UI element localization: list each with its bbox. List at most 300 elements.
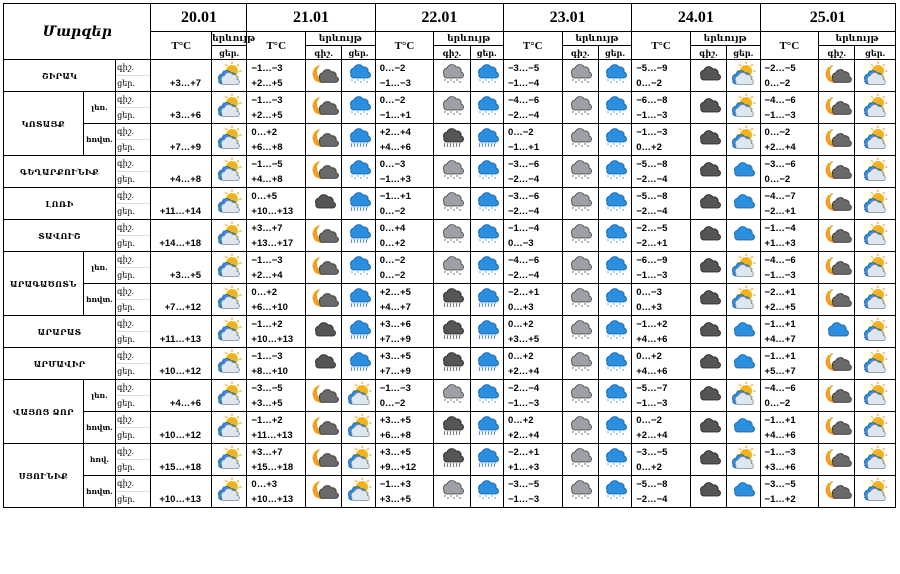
date-header: 24.01 [632,4,760,32]
dark-cloud-icon [697,351,721,373]
weather-icon-cell [855,156,896,188]
temp-day: +10…+13 [251,205,294,217]
temp-day: +10…+13 [159,493,202,505]
weather-icon-cell [855,380,896,412]
day-label: ցեր. [117,207,135,216]
weather-icon-cell [562,156,598,188]
weather-icon-cell [598,124,631,156]
sun-cloud-icon [863,255,887,277]
weather-icon-cell [727,220,760,252]
temp-day: +13…+17 [251,237,294,249]
temperature-range [375,92,434,124]
temperature-range [375,252,434,284]
region-name: ԱՐԱՐԱՏ [4,316,116,348]
temperature-range [503,124,562,156]
date-header: 20.01 [151,4,247,32]
sun-cloud-icon [217,63,241,85]
cloud-snow-icon [475,479,499,501]
temp-night: +3…+7 [251,222,283,234]
weather-icon-cell [598,188,631,220]
dark-cloud-icon [697,287,721,309]
temp-day: −2…+1 [636,237,668,249]
temperature-range [247,60,306,92]
weather-icon-cell [690,124,726,156]
temp-day: +5…+7 [764,365,796,377]
weather-icon-cell [212,124,247,156]
temp-night: 0…+2 [251,126,278,138]
time-of-day-labels [116,284,151,316]
temp-night [151,445,211,460]
temperature-range [247,252,306,284]
weather-icon-cell [470,444,503,476]
moon-cloud-icon [312,127,336,149]
temp-night: 0…−2 [379,254,406,266]
temperature-range [760,412,819,444]
sun-cloud-icon [863,319,887,341]
weather-icon-cell [562,316,598,348]
temp-day: −1…−3 [379,77,411,89]
dark-snow-icon [568,383,592,405]
temp-night [151,221,211,236]
temperature-range [247,92,306,124]
dark-snow-icon [568,63,592,85]
cloud-rain-icon [347,191,371,213]
zone-label: հովտ. [83,476,115,508]
temperature-range [632,412,691,444]
weather-icon-cell [855,476,896,508]
weather-icon-cell [470,476,503,508]
night-label: գիշ. [116,124,150,140]
temp-night: −1…+1 [764,318,796,330]
temperature-range [375,60,434,92]
weather-icon-cell [690,348,726,380]
weather-icon-cell [598,60,631,92]
weather-icon-cell [470,92,503,124]
weather-icon-cell [434,316,470,348]
cloud-snow-icon [603,479,627,501]
weather-icon-cell [434,188,470,220]
dark-rain-icon [440,319,464,341]
temperature-range [247,412,306,444]
weather-icon-cell [855,316,896,348]
temp-day: +2…+5 [251,77,283,89]
weather-icon-cell [819,92,855,124]
dark-snow-icon [568,159,592,181]
temp-night: 0…+5 [251,190,278,202]
zone-label: լեռ. [83,92,115,124]
cloud-rain-icon [347,287,371,309]
cloud-rain-icon [475,447,499,469]
sun-cloud-icon [217,127,241,149]
temperature-range [760,188,819,220]
temp-night: 0…+2 [507,318,534,330]
cloud-snow-icon [603,191,627,213]
weather-icon-cell [819,60,855,92]
temp-day: +4…+7 [379,301,411,313]
weather-icon-cell [727,380,760,412]
table-row [4,220,896,252]
weather-icon-cell [727,156,760,188]
temp-day: 0…−2 [764,397,791,409]
temperature-range [151,188,212,220]
weather-icon-cell [819,412,855,444]
sun-cloud-icon [731,447,755,469]
weather-icon-cell [342,188,375,220]
temperature-range [375,444,434,476]
temp-night: +2…+4 [379,126,411,138]
temp-night: −1…−3 [636,126,668,138]
table-row [4,60,896,92]
weather-icon-cell [562,188,598,220]
temperature-range [503,252,562,284]
moon-cloud-icon [312,159,336,181]
temp-night: −3…−5 [507,478,540,490]
cloud-snow-icon [603,159,627,181]
cloud-snow-icon [603,383,627,405]
weather-icon-cell [342,348,375,380]
temp-night: 0…−2 [636,414,662,426]
temperature-range [151,412,212,444]
date-header: 25.01 [760,4,895,32]
temperature-range [151,124,212,156]
weather-icon-cell [212,92,247,124]
sun-cloud-icon [347,415,371,437]
weather-icon-cell [690,60,726,92]
weather-icon-cell [562,380,598,412]
temp-day: −1…−3 [507,493,540,505]
zone-label: հովտ. [83,412,115,444]
weather-icon-cell [819,252,855,284]
day-subheader: ցեր. [212,46,247,60]
moon-cloud-icon [825,287,849,309]
temp-night [151,253,211,268]
temperature-range [760,60,819,92]
temp-day: −1…−3 [764,109,796,121]
day-label: ցեր. [117,399,135,408]
weather-icon-cell [819,444,855,476]
weather-icon-cell [727,412,760,444]
temp-night: −1…−3 [764,446,796,458]
temperature-range [375,348,434,380]
temp-night: −2…+1 [507,286,540,298]
dark-snow-icon [440,479,464,501]
table-row [4,316,896,348]
cloud-snow-icon [603,447,627,469]
weather-icon-cell [819,220,855,252]
temp-day: −2…−4 [636,205,668,217]
cloud-snow-icon [347,159,371,181]
cloud-rain-icon [347,319,371,341]
temp-night: −1…+2 [636,318,668,330]
temp-day: +6…+8 [379,429,411,441]
temperature-range [632,476,691,508]
weather-icon-cell [470,252,503,284]
zone-label: հով. [83,444,115,476]
phenomena-header: երևույթ [434,32,504,46]
weather-icon-cell [470,284,503,316]
weather-icon-cell [562,220,598,252]
weather-icon-cell [305,380,341,412]
temp-day: 0…−3 [507,237,534,249]
temp-night: −3…−6 [507,158,540,170]
temperature-range [247,348,306,380]
night-label: գիշ. [116,252,150,268]
temp-night [151,125,211,140]
temperature-range [503,156,562,188]
temp-header: T°C [503,32,562,60]
temp-night: −4…−6 [764,382,796,394]
dark-cloud-icon [697,447,721,469]
weather-icon-cell [434,348,470,380]
sun-cloud-icon [863,63,887,85]
temp-day: 0…+3 [636,301,662,313]
moon-cloud-icon [825,191,849,213]
weather-icon-cell [690,316,726,348]
temp-night: −5…−7 [636,382,668,394]
temp-day: +4…+8 [251,173,283,185]
temp-day: +10…+13 [251,333,294,345]
day-label: ցեր. [117,495,135,504]
moon-cloud-icon [312,447,336,469]
weather-icon-cell [342,92,375,124]
sun-cloud-icon [731,255,755,277]
blue-cloud-icon [731,319,755,341]
region-name: ԳԵՂԱՐՔՈՒՆԻՔ [4,156,116,188]
sun-cloud-icon [863,447,887,469]
dark-cloud-icon [697,63,721,85]
weather-icon-cell [470,316,503,348]
dark-snow-icon [568,351,592,373]
dark-snow-icon [440,255,464,277]
temperature-range [247,444,306,476]
sun-cloud-icon [217,191,241,213]
temp-night: −1…+1 [764,414,796,426]
time-of-day-labels [116,220,151,252]
temp-night: −4…−6 [507,254,540,266]
temperature-range [375,316,434,348]
temperature-range [503,444,562,476]
weather-icon-cell [470,124,503,156]
temp-day: +14…+18 [159,237,202,249]
temperature-range [151,60,212,92]
temp-day: 0…−2 [379,205,406,217]
temp-day: 0…−2 [379,397,406,409]
temp-day: 0…+2 [636,141,662,153]
cloud-snow-icon [475,95,499,117]
temp-night [151,157,211,172]
table-row [4,284,896,316]
weather-icon-cell [305,444,341,476]
sun-cloud-icon [217,287,241,309]
temp-night: −2…+1 [764,286,796,298]
temp-day: +7…+9 [379,333,411,345]
table-row [4,380,896,412]
dark-snow-icon [440,383,464,405]
date-header: 23.01 [503,4,631,32]
temp-night: 0…+3 [251,478,278,490]
temp-day: −1…−3 [636,109,668,121]
sun-cloud-icon [863,287,887,309]
weather-icon-cell [212,252,247,284]
time-of-day-labels [116,252,151,284]
weather-icon-cell [690,220,726,252]
cloud-snow-icon [603,223,627,245]
table-row [4,156,896,188]
sun-cloud-icon [863,159,887,181]
temp-day: 0…−2 [379,269,406,281]
moon-cloud-icon [312,223,336,245]
temp-night: +2…+5 [379,286,411,298]
temp-day: 0…+3 [507,301,534,313]
dark-cloud-icon [697,95,721,117]
temp-night: 0…+2 [507,414,534,426]
temp-night: −1…−3 [379,382,411,394]
temp-day: +10…+12 [159,365,202,377]
temperature-range [632,380,691,412]
temperature-range [760,444,819,476]
temp-night: −6…−9 [636,254,668,266]
cloud-rain-icon [475,287,499,309]
temperature-range [375,124,434,156]
dark-snow-icon [568,223,592,245]
weather-icon-cell [305,412,341,444]
temp-day: +11…+14 [159,205,202,217]
temp-night: −1…+3 [379,478,411,490]
sun-cloud-icon [863,479,887,501]
night-label: գիշ. [116,92,150,108]
sun-cloud-icon [217,255,241,277]
temperature-range [375,284,434,316]
weather-icon-cell [690,188,726,220]
temp-day: +2…+4 [636,429,668,441]
dark-snow-icon [440,159,464,181]
weather-icon-cell [562,476,598,508]
weather-icon-cell [855,188,896,220]
temp-night: 0…+2 [636,350,662,362]
time-of-day-labels [116,444,151,476]
weather-icon-cell [212,156,247,188]
weather-icon-cell [819,124,855,156]
moon-cloud-icon [825,159,849,181]
weather-icon-cell [690,284,726,316]
phenomena-header: երևույթ [212,33,256,44]
weather-icon-cell [819,316,855,348]
temp-night: +3…+7 [251,446,283,458]
temp-night: −4…−7 [764,190,796,202]
weather-icon-cell [598,476,631,508]
temperature-range [632,156,691,188]
temperature-range [247,156,306,188]
time-of-day-labels [116,380,151,412]
temperature-range [632,348,691,380]
day-label: ցեր. [117,239,135,248]
weather-icon-cell [598,220,631,252]
temperature-range [375,380,434,412]
temp-day: +4…+8 [169,173,202,185]
sun-cloud-icon [863,223,887,245]
weather-icon-cell [305,124,341,156]
temperature-range [375,188,434,220]
weather-icon-cell [598,316,631,348]
temp-night: −1…−3 [251,254,283,266]
temp-day: +6…+10 [251,301,288,313]
temp-night: +3…+6 [379,318,411,330]
temperature-range [760,380,819,412]
time-of-day-labels [116,124,151,156]
cloud-snow-icon [347,63,371,85]
temp-day: +3…+5 [169,269,202,281]
temp-day: −1…+2 [764,493,796,505]
weather-icon-cell [690,380,726,412]
temperature-range [375,476,434,508]
region-name: ՎԱՅՈՑ ՁՈՐ [4,380,84,444]
temperature-range [503,60,562,92]
dark-cloud-icon [312,319,336,341]
sun-cloud-icon [731,287,755,309]
blue-cloud-icon [731,479,755,501]
dark-cloud-icon [697,319,721,341]
temperature-range [632,316,691,348]
day-label: ցեր. [117,431,135,440]
temp-day: −1…−4 [507,77,540,89]
zone-label: լեռ. [83,380,115,412]
sun-cloud-icon [217,319,241,341]
temp-day: +2…+5 [251,109,283,121]
weather-icon-cell [342,316,375,348]
night-subheader: գիշ. [562,46,598,60]
region-name: ԼՈՌԻ [4,188,116,220]
zone-label: լեռ. [83,252,115,284]
time-of-day-labels [116,412,151,444]
temperature-range [503,476,562,508]
dark-snow-icon [568,127,592,149]
day-label: ցեր. [117,463,135,472]
cloud-snow-icon [603,319,627,341]
temperature-range [632,188,691,220]
weather-icon-cell [305,60,341,92]
weather-icon-cell [212,316,247,348]
weather-icon-cell [562,412,598,444]
cloud-snow-icon [475,63,499,85]
temperature-range [760,124,819,156]
temp-night: −6…−8 [636,94,668,106]
weather-icon-cell [855,284,896,316]
sun-cloud-icon [217,159,241,181]
temp-night: −2…−5 [764,62,796,74]
day-label: ցեր. [117,79,135,88]
temp-night [151,93,211,108]
weather-icon-cell [690,156,726,188]
moon-cloud-icon [825,479,849,501]
temp-day: +4…+7 [764,333,796,345]
weather-icon-cell [434,60,470,92]
night-subheader: գիշ. [434,46,470,60]
sun-cloud-icon [217,223,241,245]
region-name: ՍՅՈՒՆԻՔ [4,444,84,508]
temperature-range [151,92,212,124]
cloud-snow-icon [475,383,499,405]
weather-icon-cell [727,252,760,284]
sun-cloud-icon [731,95,755,117]
temperature-range [375,156,434,188]
cloud-snow-icon [603,255,627,277]
temp-night: 0…−3 [636,286,662,298]
sun-cloud-icon [731,63,755,85]
cloud-rain-icon [475,351,499,373]
night-label: գիշ. [116,316,150,332]
dark-rain-icon [440,127,464,149]
weather-icon-cell [434,252,470,284]
